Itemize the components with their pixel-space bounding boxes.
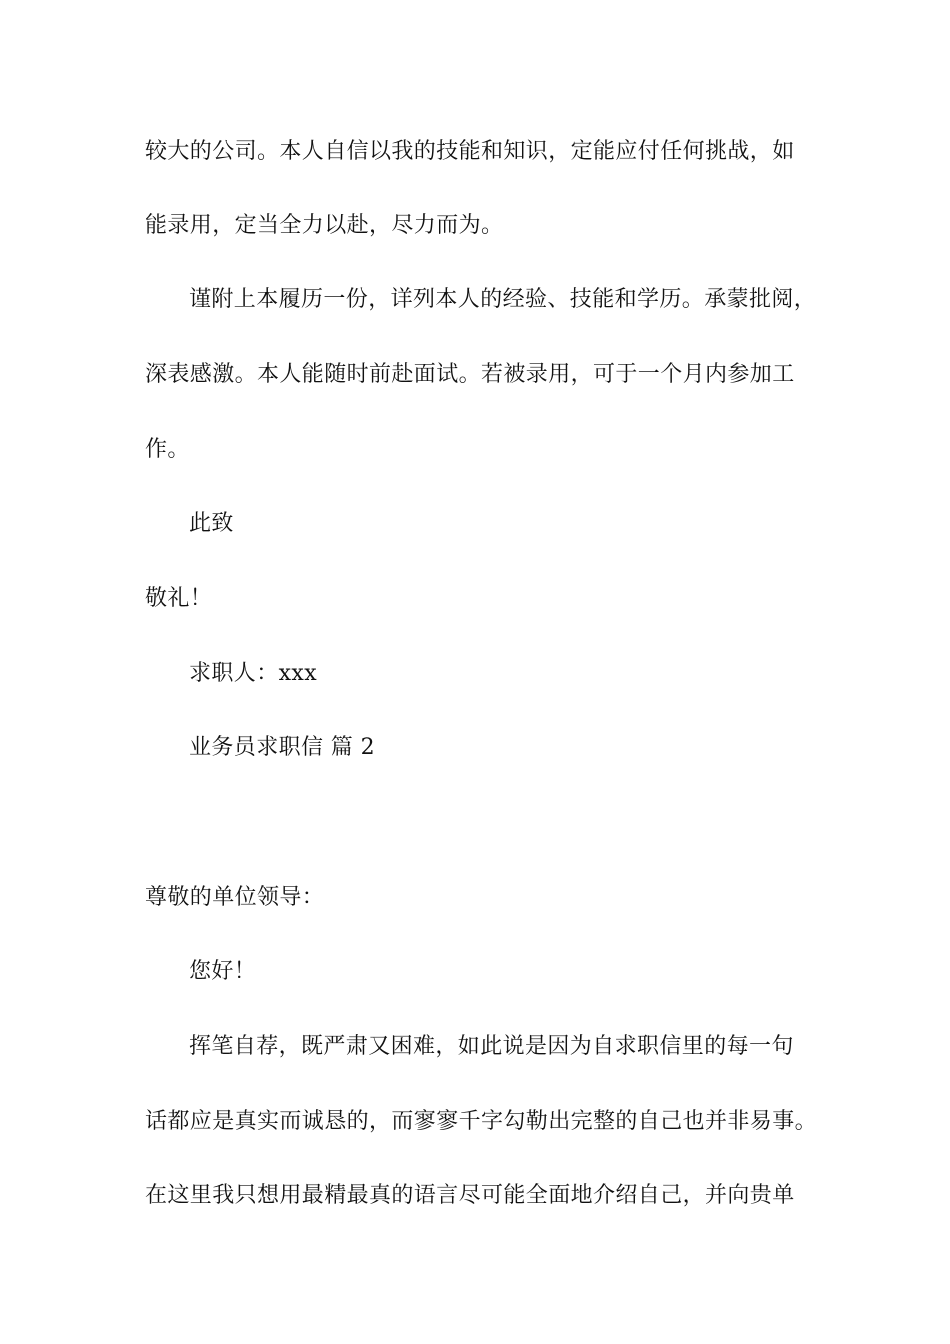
paragraph-line-1: 较大的公司。本人自信以我的技能和知识，定能应付任何挑战，如 bbox=[145, 139, 795, 164]
greeting: 您好！ bbox=[189, 959, 257, 984]
paragraph-line-3: 谨附上本履历一份，详列本人的经验、技能和学历。承蒙批阅， bbox=[189, 287, 817, 312]
paragraph-line-2: 能录用，定当全力以赴，尽力而为。 bbox=[145, 213, 504, 238]
paragraph-line-5: 作。 bbox=[145, 437, 190, 462]
paragraph-line-7: 话都应是真实而诚恳的，而寥寥千字勾勒出完整的自己也并非易事。 bbox=[145, 1109, 818, 1134]
paragraph-line-4: 深表感激。本人能随时前赴面试。若被录用，可于一个月内参加工 bbox=[145, 362, 795, 387]
section-heading: 业务员求职信 篇 2 bbox=[189, 735, 375, 760]
greeting-recipient: 尊敬的单位领导： bbox=[145, 885, 325, 910]
salutation-closing: 敬礼！ bbox=[145, 586, 213, 611]
signature-line: 求职人：xxx bbox=[189, 661, 318, 686]
paragraph-line-6: 挥笔自荐，既严肃又困难，如此说是因为自求职信里的每一句 bbox=[189, 1034, 794, 1059]
closing-phrase: 此致 bbox=[189, 511, 234, 536]
paragraph-line-8: 在这里我只想用最精最真的语言尽可能全面地介绍自己，并向贵单 bbox=[145, 1183, 795, 1208]
